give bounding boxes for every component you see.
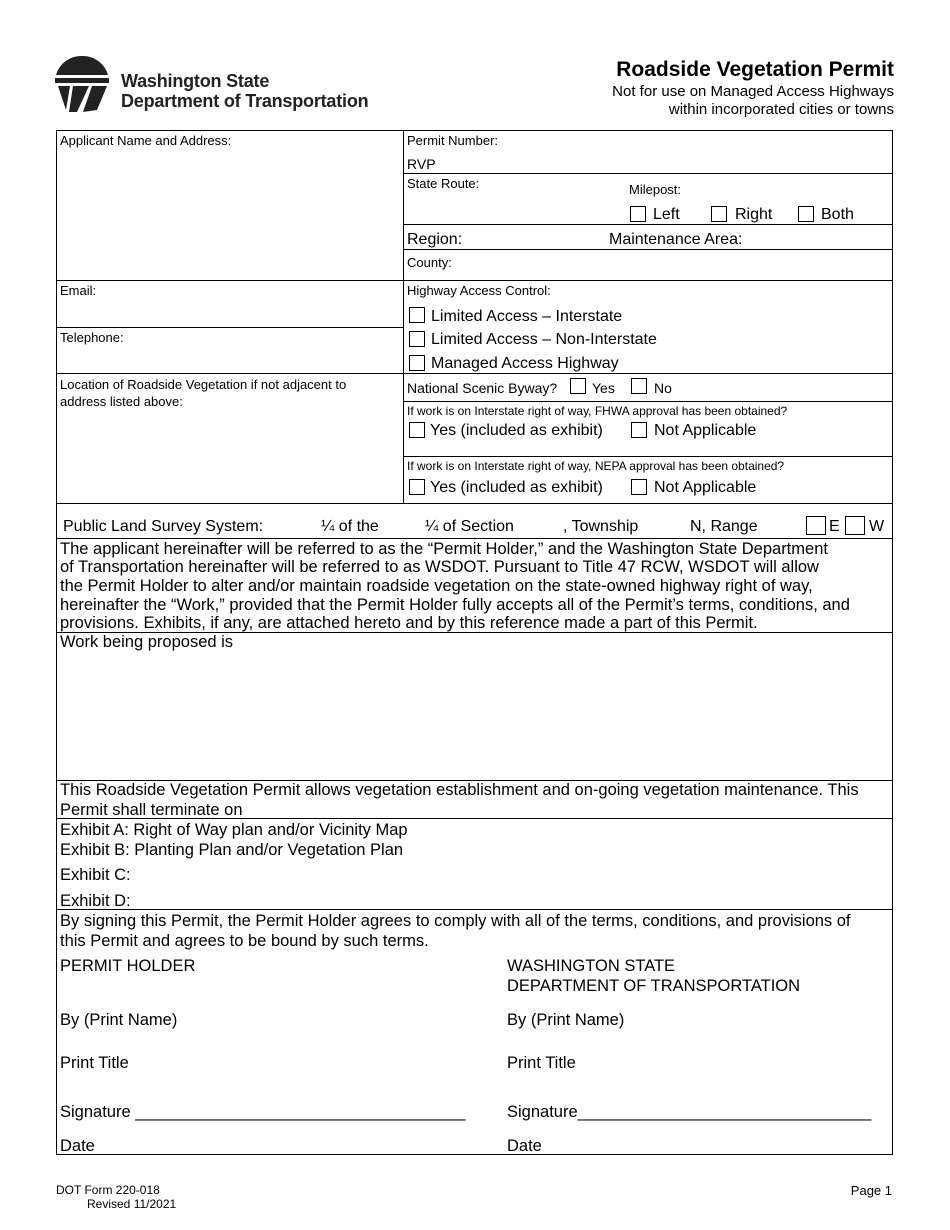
form-number: DOT Form 220-018 xyxy=(56,1183,160,1197)
west-checkbox[interactable] xyxy=(845,516,865,535)
exhibit-a: Exhibit A: Right of Way plan and/or Vicinity Map xyxy=(60,821,408,839)
east-checkbox[interactable] xyxy=(806,516,826,535)
fhwa-na-checkbox[interactable] xyxy=(631,422,647,438)
page-subtitle-2: within incorporated cities or towns xyxy=(668,101,894,118)
location-label: Location of Roadside Vegetation if not adjacent to address listed above: xyxy=(60,377,347,409)
nepa-na-label: Not Applicable xyxy=(654,479,757,496)
scenic-yes-checkbox[interactable] xyxy=(570,378,586,394)
scenic-no-label: No xyxy=(654,380,672,396)
scenic-yes-label: Yes xyxy=(592,380,615,396)
wsdot-date[interactable]: Date xyxy=(507,1137,542,1155)
plss-township: , Township xyxy=(563,518,639,535)
plss-range: N, Range xyxy=(690,518,758,535)
exhibit-d: Exhibit D: xyxy=(60,892,131,910)
exhibit-c: Exhibit C: xyxy=(60,866,131,884)
divider xyxy=(56,538,893,539)
divider xyxy=(403,130,404,503)
divider xyxy=(56,280,893,281)
holder-signature[interactable]: Signature ____________________________________ xyxy=(60,1103,466,1121)
wsdot-logo-icon xyxy=(55,55,109,113)
wsdot-print-title[interactable]: Print Title xyxy=(507,1054,576,1072)
divider xyxy=(56,503,893,504)
wsdot-print-name[interactable]: By (Print Name) xyxy=(507,1011,625,1029)
plss-label: Public Land Survey System: xyxy=(63,518,264,535)
wsdot-heading-2: DEPARTMENT OF TRANSPORTATION xyxy=(507,977,801,995)
work-proposed-label: Work being proposed is xyxy=(60,633,234,651)
agree-line-2: this Permit and agrees to be bound by such terms. xyxy=(60,932,429,950)
milepost-label: Milepost: xyxy=(629,182,682,197)
divider xyxy=(403,456,893,457)
fhwa-na-label: Not Applicable xyxy=(654,422,757,439)
scenic-no-checkbox[interactable] xyxy=(631,378,647,394)
permit-prefix: RVP xyxy=(407,156,436,172)
plss-quarter-of: ¼ of the xyxy=(321,518,379,535)
la-non-interstate-checkbox[interactable] xyxy=(409,331,425,347)
divider xyxy=(403,173,893,174)
divider xyxy=(403,249,893,250)
terminate-line-2: Permit shall terminate on xyxy=(60,801,243,819)
holder-print-title[interactable]: Print Title xyxy=(60,1054,129,1072)
agree-line-1: By signing this Permit, the Permit Holder agrees to comply with all of the terms, conditions, and provisions of xyxy=(60,912,851,930)
both-checkbox[interactable] xyxy=(798,206,814,222)
intro-line-4: hereinafter the “Work,” provided that the Permit Holder fully accepts all of the Permit’s terms, conditions, and xyxy=(60,596,850,614)
right-label: Right xyxy=(735,206,773,223)
permit-holder-heading: PERMIT HOLDER xyxy=(60,957,196,975)
telephone-label: Telephone: xyxy=(60,330,124,345)
work-proposed-field[interactable] xyxy=(60,654,890,776)
la-interstate-checkbox[interactable] xyxy=(409,307,425,323)
fhwa-yes-label: Yes (included as exhibit) xyxy=(430,422,603,439)
email-label: Email: xyxy=(60,283,97,298)
scenic-byway-label: National Scenic Byway? xyxy=(407,380,558,396)
left-label: Left xyxy=(653,206,680,223)
county-label: County: xyxy=(407,255,452,270)
holder-date[interactable]: Date xyxy=(60,1137,95,1155)
wsdot-signature[interactable]: Signature________________________________ xyxy=(507,1103,872,1121)
west-label: W xyxy=(869,518,885,535)
managed-access-checkbox[interactable] xyxy=(409,355,425,371)
divider xyxy=(56,327,403,328)
state-route-label: State Route: xyxy=(407,176,480,191)
page-number: Page 1 xyxy=(850,1183,892,1198)
page-title: Roadside Vegetation Permit xyxy=(616,58,894,81)
agency-logo xyxy=(55,55,395,113)
intro-line-1: The applicant hereinafter will be referred to as the “Permit Holder,” and the Washington State Department xyxy=(60,540,828,558)
east-label: E xyxy=(829,518,840,535)
right-checkbox[interactable] xyxy=(711,206,727,222)
nepa-yes-checkbox[interactable] xyxy=(409,479,425,495)
la-interstate-label: Limited Access – Interstate xyxy=(431,308,623,325)
agency-name-line1: Washington State xyxy=(121,71,270,91)
holder-print-name[interactable]: By (Print Name) xyxy=(60,1011,178,1029)
divider xyxy=(403,401,893,402)
divider xyxy=(56,909,893,910)
region-label: Region: xyxy=(407,231,463,248)
divider xyxy=(403,224,893,225)
form-revised: Revised 11/2021 xyxy=(87,1197,177,1211)
plss-quarter-section: ¼ of Section xyxy=(425,518,514,535)
wsdot-heading-1: WASHINGTON STATE xyxy=(507,957,676,975)
intro-line-2: of Transportation hereinafter will be referred to as WSDOT. Pursuant to Title 47 RCW, WSDOT will allow xyxy=(60,558,819,576)
divider xyxy=(56,373,893,374)
intro-line-5: provisions. Exhibits, if any, are attached hereto and by this reference made a part of this Permit. xyxy=(60,614,758,632)
terminate-line-1: This Roadside Vegetation Permit allows vegetation establishment and on-going vegetation maintenance. This xyxy=(60,781,859,799)
fhwa-yes-checkbox[interactable] xyxy=(409,422,425,438)
nepa-na-checkbox[interactable] xyxy=(631,479,647,495)
agency-name-line2: Department of Transportation xyxy=(121,91,369,111)
permit-number-label: Permit Number: xyxy=(407,133,499,148)
left-checkbox[interactable] xyxy=(630,206,646,222)
fhwa-label: If work is on Interstate right of way, FHWA approval has been obtained? xyxy=(407,404,788,418)
nepa-yes-label: Yes (included as exhibit) xyxy=(430,479,603,496)
exhibit-b: Exhibit B: Planting Plan and/or Vegetation Plan xyxy=(60,841,404,859)
nepa-label: If work is on Interstate right of way, NEPA approval has been obtained? xyxy=(407,459,785,473)
access-control-label: Highway Access Control: xyxy=(407,283,551,298)
both-label: Both xyxy=(821,206,854,223)
la-non-interstate-label: Limited Access – Non-Interstate xyxy=(431,331,657,348)
page-subtitle-1: Not for use on Managed Access Highways xyxy=(612,83,894,100)
intro-line-3: the Permit Holder to alter and/or maintain roadside vegetation on the state-owned highway right of way, xyxy=(60,577,813,595)
managed-access-label: Managed Access Highway xyxy=(431,355,619,372)
maintenance-area-label: Maintenance Area: xyxy=(609,231,743,248)
applicant-label: Applicant Name and Address: xyxy=(60,133,232,148)
